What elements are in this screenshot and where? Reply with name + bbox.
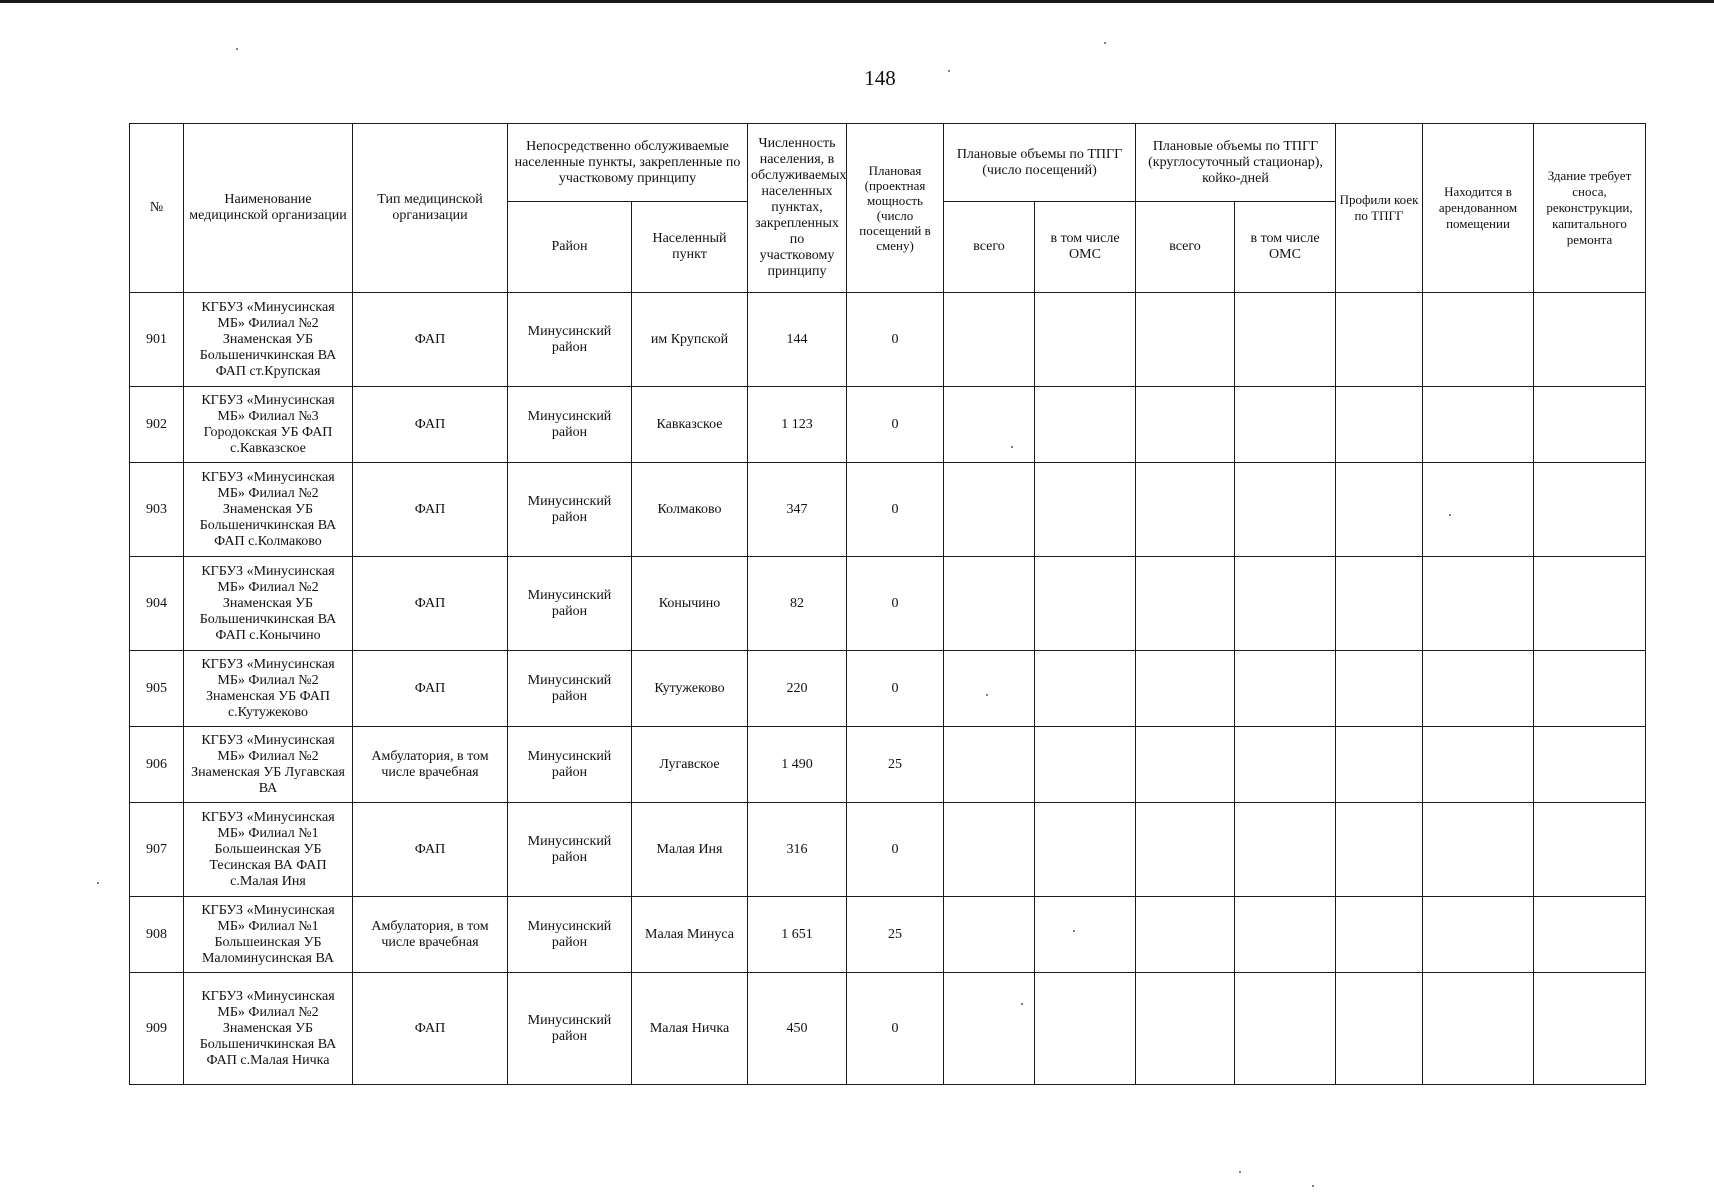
org-type: ФАП bbox=[353, 387, 508, 463]
scan-speck bbox=[1021, 1003, 1023, 1005]
empty-cell bbox=[944, 803, 1035, 897]
header-visits-total: всего bbox=[944, 202, 1035, 293]
header-planned-beds: Плановые объемы по ТПГГ (круглосуточный стационар), койко-дней bbox=[1136, 124, 1336, 202]
district: Минусинский район bbox=[508, 463, 632, 557]
empty-cell bbox=[1534, 727, 1646, 803]
settlement: Кутужеково bbox=[632, 651, 748, 727]
district: Минусинский район bbox=[508, 727, 632, 803]
row-number: 906 bbox=[130, 727, 184, 803]
row-number: 909 bbox=[130, 973, 184, 1085]
empty-cell bbox=[1336, 727, 1423, 803]
table-row bbox=[130, 293, 1646, 387]
capacity: 0 bbox=[847, 651, 944, 727]
empty-cell bbox=[1035, 897, 1136, 973]
empty-cell bbox=[1423, 803, 1534, 897]
empty-cell bbox=[1235, 651, 1336, 727]
empty-cell bbox=[1035, 387, 1136, 463]
empty-cell bbox=[1035, 973, 1136, 1085]
org-name: КГБУЗ «Минусинская МБ» Филиал №3 Городокская УБ ФАП с.Кавказское bbox=[184, 387, 353, 463]
empty-cell bbox=[1235, 557, 1336, 651]
capacity: 25 bbox=[847, 727, 944, 803]
empty-cell bbox=[1423, 463, 1534, 557]
settlement: Лугавское bbox=[632, 727, 748, 803]
empty-cell bbox=[1336, 803, 1423, 897]
org-type: ФАП bbox=[353, 803, 508, 897]
empty-cell bbox=[1336, 387, 1423, 463]
population: 347 bbox=[748, 463, 847, 557]
district: Минусинский район bbox=[508, 557, 632, 651]
org-name: КГБУЗ «Минусинская МБ» Филиал №2 Знаменская УБ Большеничкинская ВА ФАП ст.Крупская bbox=[184, 293, 353, 387]
empty-cell bbox=[1423, 387, 1534, 463]
empty-cell bbox=[944, 651, 1035, 727]
settlement: Колмаково bbox=[632, 463, 748, 557]
table-row bbox=[130, 463, 1646, 557]
org-type: Амбулатория, в том числе врачебная bbox=[353, 727, 508, 803]
district: Минусинский район bbox=[508, 897, 632, 973]
header-bed-profiles: Профили коек по ТПГГ bbox=[1336, 124, 1423, 293]
org-name: КГБУЗ «Минусинская МБ» Филиал №1 Большеинская УБ Маломинусинская ВА bbox=[184, 897, 353, 973]
empty-cell bbox=[1235, 727, 1336, 803]
empty-cell bbox=[1235, 463, 1336, 557]
scan-speck bbox=[948, 70, 950, 72]
row-number: 905 bbox=[130, 651, 184, 727]
empty-cell bbox=[1035, 727, 1136, 803]
population: 1 490 bbox=[748, 727, 847, 803]
empty-cell bbox=[1136, 557, 1235, 651]
empty-cell bbox=[1336, 557, 1423, 651]
district: Минусинский район bbox=[508, 293, 632, 387]
header-number: № bbox=[130, 124, 184, 293]
header-visits-oms: в том числе ОМС bbox=[1035, 202, 1136, 293]
population: 82 bbox=[748, 557, 847, 651]
settlement: Конычино bbox=[632, 557, 748, 651]
header-served-points: Непосредственно обслуживаемые населенные пункты, закрепленные по участковому принципу bbox=[508, 124, 748, 202]
org-name: КГБУЗ «Минусинская МБ» Филиал №2 Знаменская УБ Большеничкинская ВА ФАП с.Колмаково bbox=[184, 463, 353, 557]
header-rented: Находится в арендованном помещении bbox=[1423, 124, 1534, 293]
org-type: ФАП bbox=[353, 557, 508, 651]
empty-cell bbox=[1423, 897, 1534, 973]
empty-cell bbox=[1534, 651, 1646, 727]
empty-cell bbox=[944, 293, 1035, 387]
header-beds-oms: в том числе ОМС bbox=[1235, 202, 1336, 293]
row-number: 902 bbox=[130, 387, 184, 463]
empty-cell bbox=[1136, 463, 1235, 557]
scan-speck bbox=[1312, 1185, 1314, 1187]
empty-cell bbox=[1336, 897, 1423, 973]
empty-cell bbox=[1136, 973, 1235, 1085]
org-type: ФАП bbox=[353, 463, 508, 557]
empty-cell bbox=[1235, 387, 1336, 463]
empty-cell bbox=[1235, 803, 1336, 897]
scan-speck bbox=[97, 882, 99, 884]
capacity: 0 bbox=[847, 463, 944, 557]
row-number: 907 bbox=[130, 803, 184, 897]
table-row bbox=[130, 897, 1646, 973]
scan-speck bbox=[236, 48, 238, 50]
capacity: 0 bbox=[847, 973, 944, 1085]
row-number: 908 bbox=[130, 897, 184, 973]
org-type: Амбулатория, в том числе врачебная bbox=[353, 897, 508, 973]
empty-cell bbox=[1136, 293, 1235, 387]
header-org-type: Тип медицинской организации bbox=[353, 124, 508, 293]
empty-cell bbox=[1235, 897, 1336, 973]
capacity: 0 bbox=[847, 293, 944, 387]
settlement: им Крупской bbox=[632, 293, 748, 387]
header-district: Район bbox=[508, 202, 632, 293]
empty-cell bbox=[1035, 651, 1136, 727]
empty-cell bbox=[1534, 557, 1646, 651]
org-name: КГБУЗ «Минусинская МБ» Филиал №1 Большеинская УБ Тесинская ВА ФАП с.Малая Иня bbox=[184, 803, 353, 897]
row-number: 903 bbox=[130, 463, 184, 557]
table-row bbox=[130, 973, 1646, 1085]
row-number: 904 bbox=[130, 557, 184, 651]
top-border-line bbox=[0, 0, 1714, 3]
district: Минусинский район bbox=[508, 973, 632, 1085]
empty-cell bbox=[1423, 973, 1534, 1085]
empty-cell bbox=[944, 897, 1035, 973]
table-row bbox=[130, 557, 1646, 651]
empty-cell bbox=[944, 973, 1035, 1085]
empty-cell bbox=[1336, 651, 1423, 727]
table-row bbox=[130, 727, 1646, 803]
empty-cell bbox=[944, 727, 1035, 803]
population: 220 bbox=[748, 651, 847, 727]
capacity: 25 bbox=[847, 897, 944, 973]
header-beds-total: всего bbox=[1136, 202, 1235, 293]
scan-speck bbox=[986, 694, 988, 696]
empty-cell bbox=[1136, 651, 1235, 727]
settlement: Кавказское bbox=[632, 387, 748, 463]
settlement: Малая Ничка bbox=[632, 973, 748, 1085]
page-number: 148 bbox=[864, 66, 896, 90]
empty-cell bbox=[1534, 387, 1646, 463]
empty-cell bbox=[1534, 463, 1646, 557]
header-planned-visits: Плановые объемы по ТПГГ (число посещений) bbox=[944, 124, 1136, 202]
population: 144 bbox=[748, 293, 847, 387]
population: 1 651 bbox=[748, 897, 847, 973]
population: 1 123 bbox=[748, 387, 847, 463]
empty-cell bbox=[1035, 557, 1136, 651]
empty-cell bbox=[1423, 293, 1534, 387]
district: Минусинский район bbox=[508, 387, 632, 463]
empty-cell bbox=[1534, 293, 1646, 387]
empty-cell bbox=[1136, 803, 1235, 897]
scan-speck bbox=[1239, 1171, 1241, 1173]
empty-cell bbox=[1136, 387, 1235, 463]
header-building: Здание требует сноса, реконструкции, капитального ремонта bbox=[1534, 124, 1646, 293]
population: 316 bbox=[748, 803, 847, 897]
empty-cell bbox=[944, 387, 1035, 463]
settlement: Малая Минуса bbox=[632, 897, 748, 973]
scan-speck bbox=[1073, 930, 1075, 932]
header-capacity: Плановая (проектная мощность (число посещений в смену) bbox=[847, 124, 944, 293]
empty-cell bbox=[1423, 557, 1534, 651]
org-type: ФАП bbox=[353, 293, 508, 387]
empty-cell bbox=[1534, 897, 1646, 973]
table-row bbox=[130, 651, 1646, 727]
org-type: ФАП bbox=[353, 651, 508, 727]
scan-speck bbox=[1011, 446, 1013, 448]
medical-organizations-table bbox=[129, 123, 1646, 1085]
district: Минусинский район bbox=[508, 803, 632, 897]
header-population: Численность населения, в обслуживаемых населенных пунктах, закрепленных по участковому принципу bbox=[748, 124, 847, 293]
empty-cell bbox=[1534, 803, 1646, 897]
header-org-name: Наименование медицинской организации bbox=[184, 124, 353, 293]
header-settlement: Населенный пункт bbox=[632, 202, 748, 293]
table-row bbox=[130, 803, 1646, 897]
empty-cell bbox=[1035, 803, 1136, 897]
org-type: ФАП bbox=[353, 973, 508, 1085]
empty-cell bbox=[1336, 973, 1423, 1085]
org-name: КГБУЗ «Минусинская МБ» Филиал №2 Знаменская УБ Большеничкинская ВА ФАП с.Малая Ничка bbox=[184, 973, 353, 1085]
empty-cell bbox=[1235, 293, 1336, 387]
empty-cell bbox=[944, 557, 1035, 651]
scan-speck bbox=[1104, 42, 1106, 44]
scan-speck bbox=[1449, 514, 1451, 516]
empty-cell bbox=[1235, 973, 1336, 1085]
empty-cell bbox=[1035, 463, 1136, 557]
empty-cell bbox=[1423, 651, 1534, 727]
population: 450 bbox=[748, 973, 847, 1085]
capacity: 0 bbox=[847, 557, 944, 651]
org-name: КГБУЗ «Минусинская МБ» Филиал №2 Знаменская УБ ФАП с.Кутужеково bbox=[184, 651, 353, 727]
empty-cell bbox=[1136, 897, 1235, 973]
org-name: КГБУЗ «Минусинская МБ» Филиал №2 Знаменская УБ Большеничкинская ВА ФАП с.Конычино bbox=[184, 557, 353, 651]
empty-cell bbox=[1336, 463, 1423, 557]
empty-cell bbox=[1035, 293, 1136, 387]
empty-cell bbox=[1136, 727, 1235, 803]
district: Минусинский район bbox=[508, 651, 632, 727]
capacity: 0 bbox=[847, 803, 944, 897]
empty-cell bbox=[1423, 727, 1534, 803]
empty-cell bbox=[1336, 293, 1423, 387]
table-row bbox=[130, 387, 1646, 463]
settlement: Малая Иня bbox=[632, 803, 748, 897]
org-name: КГБУЗ «Минусинская МБ» Филиал №2 Знаменская УБ Лугавская ВА bbox=[184, 727, 353, 803]
capacity: 0 bbox=[847, 387, 944, 463]
empty-cell bbox=[944, 463, 1035, 557]
empty-cell bbox=[1534, 973, 1646, 1085]
row-number: 901 bbox=[130, 293, 184, 387]
